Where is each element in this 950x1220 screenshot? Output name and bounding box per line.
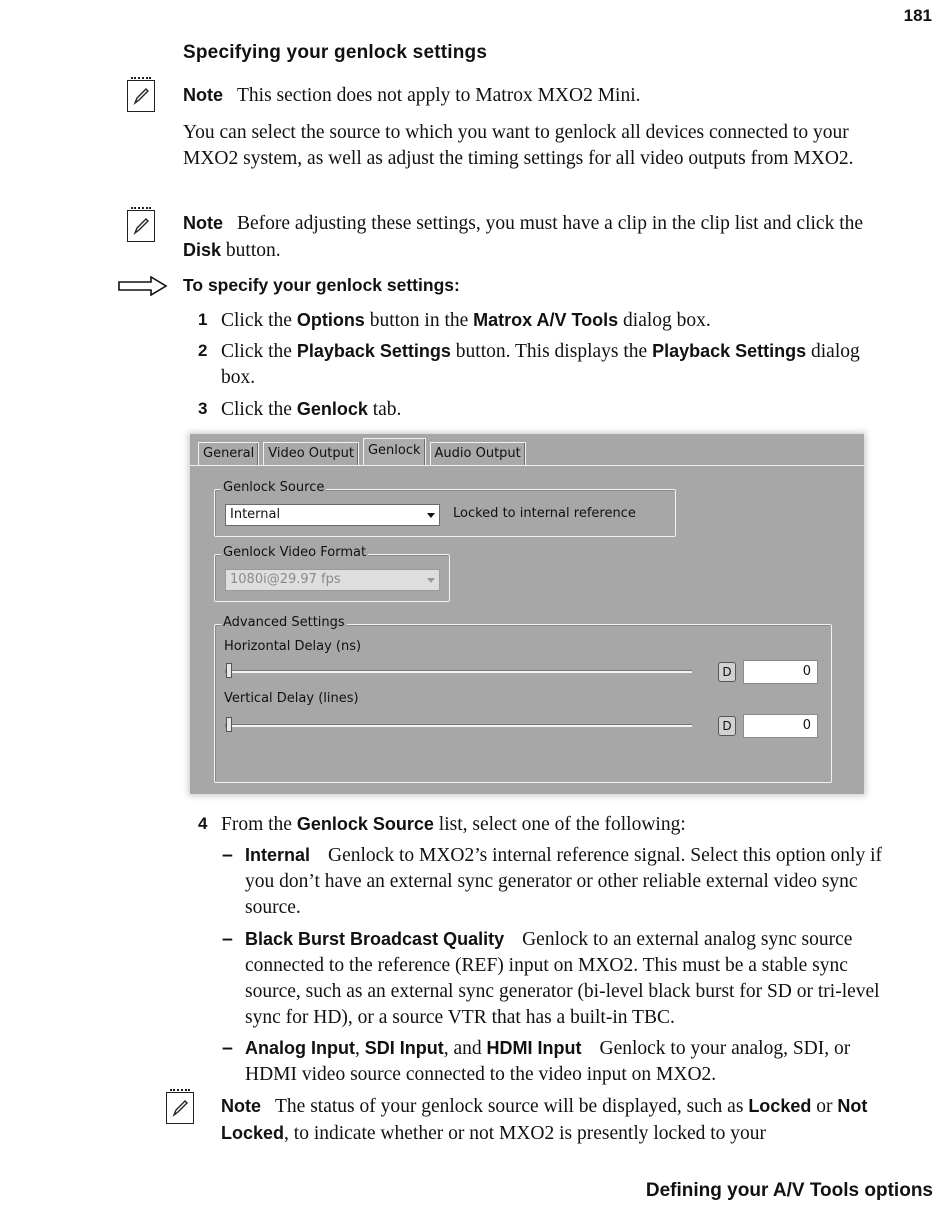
genlock-status: Locked to internal reference <box>453 506 636 521</box>
h-delay-label: Horizontal Delay (ns) <box>224 639 362 654</box>
procedure-title: To specify your genlock settings: <box>183 275 460 295</box>
option-black-burst: – Black Burst Broadcast Quality Genlock to an external analog sync source connected to the reference (REF) input on MXO2. This must be a stable sync source, such as an external sync generator (bi-level black burst for SD or tri-level sync for HD), or a source VTR that has a built-in TBC. <box>222 928 880 1028</box>
note-icon <box>127 210 155 242</box>
step-4: 4 From the Genlock Source list, select one of the following: <box>198 814 686 835</box>
step-1: 1 Click the Options button in the Matrox A/V Tools dialog box. <box>198 310 711 331</box>
v-delay-slider-track[interactable] <box>225 724 692 727</box>
playback-settings-dialog <box>190 434 864 794</box>
h-delay-default-button[interactable]: D <box>718 662 736 682</box>
v-delay-default-button[interactable]: D <box>718 716 736 736</box>
v-delay-input[interactable]: 0 <box>743 714 818 738</box>
h-delay-slider-thumb[interactable] <box>226 663 232 678</box>
option-internal: – Internal Genlock to MXO2’s internal reference signal. Select this option only if you don’t have an external sync generator or other reliable external video sync source. <box>222 844 883 918</box>
tab-bar <box>198 442 530 466</box>
video-format-select[interactable]: 1080i@29.97 fps <box>225 569 440 591</box>
option-video-inputs: – Analog Input, SDI Input, and HDMI Input Genlock to your analog, SDI, or HDMI video source connected to the video input on MXO2. <box>222 1037 851 1085</box>
tab-audio-output[interactable]: Audio Output <box>430 442 526 465</box>
footer-title: Defining your A/V Tools options <box>645 1180 933 1201</box>
note-3: Note The status of your genlock source will be displayed, such as Locked or Not Locked, to indicate whether or not MXO2 is presently locked to your <box>221 1096 868 1144</box>
dropdown-arrow-icon <box>427 513 435 518</box>
note-text: This section does not apply to Matrox MXO2 Mini. <box>237 85 641 106</box>
page-number: 181 <box>903 6 932 25</box>
tab-general[interactable]: General <box>198 442 259 465</box>
note-label: Note <box>183 85 223 105</box>
tab-genlock[interactable]: Genlock <box>363 438 426 465</box>
genlock-source-select[interactable]: Internal <box>225 504 440 526</box>
dropdown-arrow-icon <box>427 578 435 583</box>
note-label: Note <box>183 213 223 233</box>
video-format-legend: Genlock Video Format <box>223 545 367 560</box>
genlock-source-group <box>214 480 676 537</box>
tab-video-output[interactable]: Video Output <box>263 442 359 465</box>
step-3: 3 Click the Genlock tab. <box>198 399 402 420</box>
note-2: Note Before adjusting these settings, you must have a clip in the clip list and click the Disk button. <box>183 213 864 261</box>
note-1 <box>183 82 883 109</box>
v-delay-label: Vertical Delay (lines) <box>224 691 359 706</box>
note-icon <box>166 1092 194 1124</box>
step-2: 2 Click the Playback Settings button. This displays the Playback Settings dialog box. <box>198 341 860 388</box>
advanced-settings-legend: Advanced Settings <box>223 615 345 630</box>
h-delay-slider-track[interactable] <box>225 670 692 673</box>
v-delay-slider-thumb[interactable] <box>226 717 232 732</box>
genlock-source-legend: Genlock Source <box>223 480 325 495</box>
procedure-arrow-icon <box>118 276 168 301</box>
advanced-settings-group <box>214 615 832 783</box>
h-delay-input[interactable]: 0 <box>743 660 818 684</box>
note-icon <box>127 80 155 112</box>
note-label: Note <box>221 1096 261 1116</box>
section-title: Specifying your genlock settings <box>183 42 488 63</box>
intro-paragraph: You can select the source to which you want to genlock all devices connected to your MXO2 system, as well as adjust the timing settings for all video outputs from MXO2. <box>183 122 854 169</box>
genlock-video-format-group <box>214 545 450 602</box>
